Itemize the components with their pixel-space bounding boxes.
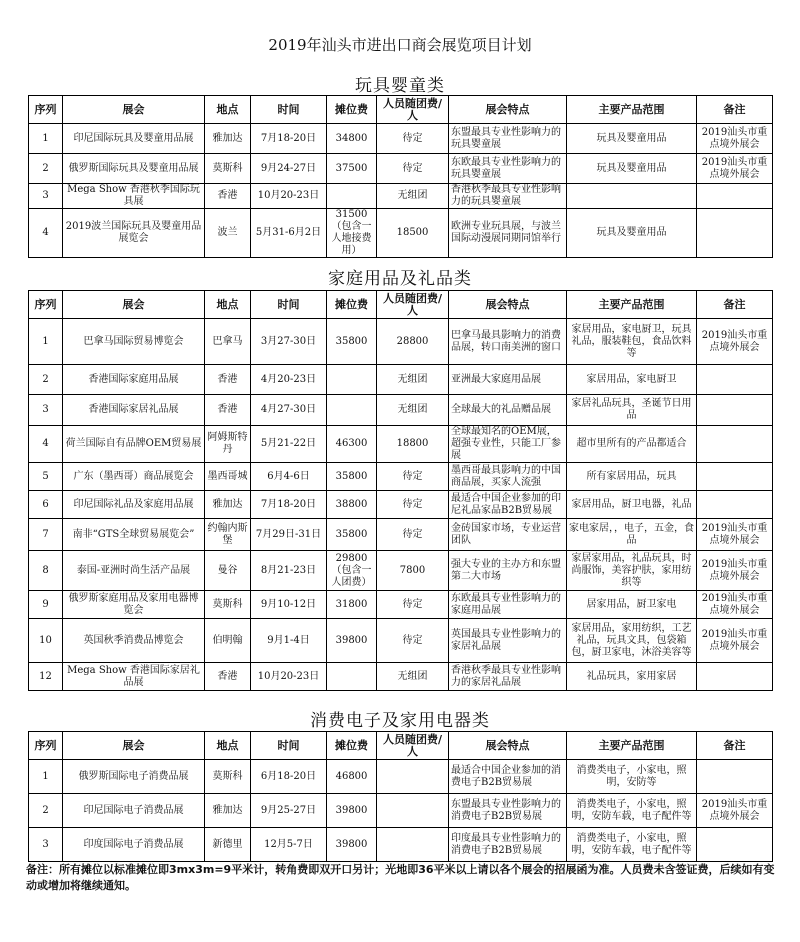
section-title-toys: 玩具婴童类 [355,76,445,96]
cell-fair-features: 印度最具专业性影响力的消费电子B2B贸易展 [449,828,567,862]
cell-location: 莫斯科 [205,760,251,794]
header-row [29,732,773,760]
cell-remark: 2019汕头市重点境外展会 [697,591,773,619]
cell-fair-name: 印尼国际电子消费品展 [63,794,205,828]
cell-dates: 6月18-20日 [251,760,327,794]
table-row [29,209,773,258]
cell-product-range: 居家用品，厨卫家电 [567,591,697,619]
cell-member-fee [377,794,449,828]
cell-seq: 9 [29,591,63,619]
cell-member-fee [377,760,449,794]
cell-location: 香港 [205,663,251,691]
cell-booth-fee [327,184,377,209]
cell-fair-name: 2019波兰国际玩具及婴童用品展览会 [63,209,205,258]
cell-fair-features: 东盟最具专业性影响力的玩具婴童展 [449,124,567,154]
table-row [29,828,773,862]
footnote: 备注：所有摊位以标准摊位即3mx3m=9平米计，转角费即双开口另计；光地即36平米以上请以各个展会的招展函为准。人员费未含签证费，后续如有变动或增加将继续通知。 [26,863,775,892]
cell-dates: 10月20-23日 [251,663,327,691]
cell-dates: 7月29日-31日 [251,519,327,551]
cell-member-fee: 无组团 [377,184,449,209]
table-row [29,591,773,619]
cell-product-range: 家电家居，，电子，五金，食品 [567,519,697,551]
cell-booth-fee: 35800 [327,319,377,365]
cell-fair-name: 香港国际家居礼品展 [63,395,205,426]
cell-fair-features: 香港秋季最具专业性影响力的玩具婴童展 [449,184,567,209]
cell-dates: 3月27-30日 [251,319,327,365]
cell-dates: 6月4-6日 [251,463,327,491]
cell-dates: 9月25-27日 [251,794,327,828]
cell-dates: 8月21-23日 [251,551,327,591]
cell-fair-features: 金砖国家市场，专业运营团队 [449,519,567,551]
cell-fair-features: 最适合中国企业参加的消费电子B2B贸易展 [449,760,567,794]
cell-seq: 5 [29,463,63,491]
cell-remark: 2019汕头市重点境外展会 [697,519,773,551]
cell-dates: 10月20-23日 [251,184,327,209]
cell-seq: 4 [29,426,63,463]
cell-location: 伯明翰 [205,619,251,663]
column-header-fair-features: 展会特点 [449,291,567,319]
cell-fair-features: 全球最知名的OEM展，超强专业性，只能工厂参展 [449,426,567,463]
cell-fair-features: 英国最具专业性影响力的家居礼品展 [449,619,567,663]
column-header-seq: 序列 [29,291,63,319]
cell-member-fee: 18500 [377,209,449,258]
cell-fair-name: 广东（墨西哥）商品展览会 [63,463,205,491]
cell-dates: 9月24-27日 [251,154,327,184]
column-header-dates: 时间 [251,96,327,124]
cell-location: 莫斯科 [205,591,251,619]
cell-member-fee: 待定 [377,491,449,519]
cell-dates: 12月5-7日 [251,828,327,862]
cell-product-range: 玩具及婴童用品 [567,124,697,154]
column-header-location: 地点 [205,291,251,319]
table-household [28,290,773,691]
column-header-fair-name: 展会 [63,291,205,319]
cell-fair-name: 俄罗斯家庭用品及家用电器博览会 [63,591,205,619]
cell-member-fee: 待定 [377,124,449,154]
cell-dates: 7月18-20日 [251,491,327,519]
cell-seq: 10 [29,619,63,663]
column-header-booth-fee: 摊位费 [327,291,377,319]
cell-location: 香港 [205,395,251,426]
cell-product-range: 家居用品，家电厨卫 [567,365,697,395]
cell-product-range: 玩具及婴童用品 [567,209,697,258]
cell-location: 雅加达 [205,491,251,519]
header-row [29,291,773,319]
cell-location: 阿姆斯特丹 [205,426,251,463]
column-header-fair-features: 展会特点 [449,732,567,760]
cell-seq: 8 [29,551,63,591]
cell-member-fee: 无组团 [377,663,449,691]
cell-fair-name: 俄罗斯国际电子消费品展 [63,760,205,794]
cell-location: 莫斯科 [205,154,251,184]
cell-booth-fee: 46300 [327,426,377,463]
column-header-booth-fee: 摊位费 [327,732,377,760]
cell-seq: 3 [29,184,63,209]
cell-product-range: 消费类电子，小家电，照明，安防车载，电子配件等 [567,828,697,862]
cell-fair-name: 印度国际电子消费品展 [63,828,205,862]
column-header-remark: 备注 [697,732,773,760]
cell-product-range: 玩具及婴童用品 [567,154,697,184]
cell-member-fee [377,828,449,862]
cell-remark: 2019汕头市重点境外展会 [697,794,773,828]
cell-dates: 9月1-4日 [251,619,327,663]
cell-seq: 3 [29,828,63,862]
section-title-electronics: 消费电子及家用电器类 [310,711,490,731]
table-row [29,426,773,463]
cell-dates: 4月20-23日 [251,365,327,395]
cell-seq: 2 [29,365,63,395]
table-electronics [28,731,773,862]
cell-product-range: 家居家用品，礼品玩具，时尚服饰，美容护肤，家用纺织等 [567,551,697,591]
table-row [29,319,773,365]
cell-remark [697,663,773,691]
cell-product-range: 家居用品，家用纺织，工艺礼品，玩具文具，包袋箱包，厨卫家电，沐浴美容等 [567,619,697,663]
column-header-seq: 序列 [29,96,63,124]
cell-booth-fee: 38800 [327,491,377,519]
cell-location: 巴拿马 [205,319,251,365]
cell-remark [697,184,773,209]
cell-seq: 6 [29,491,63,519]
cell-product-range: 家居用品，厨卫电器，礼品 [567,491,697,519]
cell-fair-name: 印尼国际礼品及家庭用品展 [63,491,205,519]
table-row [29,794,773,828]
cell-remark [697,491,773,519]
cell-member-fee: 待定 [377,591,449,619]
cell-seq: 12 [29,663,63,691]
cell-location: 雅加达 [205,794,251,828]
cell-seq: 1 [29,760,63,794]
cell-seq: 7 [29,519,63,551]
cell-member-fee: 无组团 [377,395,449,426]
column-header-member-fee: 人员随团费/人 [377,96,449,124]
column-header-product-range: 主要产品范围 [567,732,697,760]
cell-booth-fee [327,663,377,691]
cell-dates: 7月18-20日 [251,124,327,154]
cell-fair-features: 全球最大的礼品赠品展 [449,395,567,426]
column-header-booth-fee: 摊位费 [327,96,377,124]
cell-remark: 2019汕头市重点境外展会 [697,619,773,663]
cell-member-fee: 18800 [377,426,449,463]
cell-booth-fee: 31800 [327,591,377,619]
cell-remark: 2019汕头市重点境外展会 [697,124,773,154]
table-row [29,365,773,395]
cell-location: 香港 [205,365,251,395]
table-row [29,551,773,591]
column-header-fair-name: 展会 [63,96,205,124]
cell-seq: 2 [29,794,63,828]
cell-fair-name: 荷兰国际自有品牌OEM贸易展 [63,426,205,463]
cell-location: 曼谷 [205,551,251,591]
column-header-fair-features: 展会特点 [449,96,567,124]
cell-product-range: 家居用品，家电厨卫，玩具礼品，服装鞋包，食品饮料等 [567,319,697,365]
cell-booth-fee: 34800 [327,124,377,154]
column-header-dates: 时间 [251,291,327,319]
cell-remark [697,463,773,491]
cell-remark [697,828,773,862]
cell-product-range: 消费类电子，小家电，照明，安防等 [567,760,697,794]
table-toys [28,95,773,258]
column-header-location: 地点 [205,96,251,124]
cell-fair-features: 强大专业的主办方和东盟第二大市场 [449,551,567,591]
cell-remark [697,365,773,395]
cell-fair-name: 泰国-亚洲时尚生活产品展 [63,551,205,591]
cell-product-range: 所有家居用品，玩具 [567,463,697,491]
cell-fair-name: 巴拿马国际贸易博览会 [63,319,205,365]
column-header-location: 地点 [205,732,251,760]
cell-fair-features: 墨西哥最具影响力的中国商品展，买家人流强 [449,463,567,491]
cell-seq: 1 [29,124,63,154]
table-row [29,519,773,551]
cell-fair-features: 最适合中国企业参加的印尼礼品家品B2B贸易展 [449,491,567,519]
cell-remark [697,760,773,794]
cell-dates: 4月27-30日 [251,395,327,426]
cell-product-range [567,184,697,209]
cell-booth-fee: 35800 [327,519,377,551]
cell-fair-features: 东欧最具专业性影响力的玩具婴童展 [449,154,567,184]
cell-fair-name: 俄罗斯国际玩具及婴童用品展 [63,154,205,184]
cell-remark [697,209,773,258]
cell-member-fee: 7800 [377,551,449,591]
cell-location: 约翰内斯堡 [205,519,251,551]
cell-member-fee: 无组团 [377,365,449,395]
cell-fair-name: Mega Show 香港国际家居礼品展 [63,663,205,691]
cell-booth-fee [327,395,377,426]
cell-dates: 5月21-22日 [251,426,327,463]
cell-fair-features: 东欧最具专业性影响力的家庭用品展 [449,591,567,619]
cell-product-range: 超市里所有的产品都适合 [567,426,697,463]
cell-fair-features: 东盟最具专业性影响力的消费电子B2B贸易展 [449,794,567,828]
table-row [29,395,773,426]
column-header-fair-name: 展会 [63,732,205,760]
cell-fair-features: 巴拿马最具影响力的消费品展，转口南美洲的窗口 [449,319,567,365]
cell-remark: 2019汕头市重点境外展会 [697,154,773,184]
section-title-household: 家庭用品及礼品类 [328,269,472,289]
cell-product-range: 礼品玩具，家用家居 [567,663,697,691]
cell-member-fee: 待定 [377,154,449,184]
cell-booth-fee: 35800 [327,463,377,491]
cell-fair-features: 欧洲专业玩具展，与波兰国际动漫展同期同馆举行 [449,209,567,258]
cell-booth-fee: 39800 [327,794,377,828]
column-header-member-fee: 人员随团费/人 [377,732,449,760]
cell-seq: 3 [29,395,63,426]
column-header-remark: 备注 [697,291,773,319]
cell-fair-name: 英国秋季消费品博览会 [63,619,205,663]
table-row [29,154,773,184]
cell-dates: 9月10-12日 [251,591,327,619]
cell-location: 雅加达 [205,124,251,154]
cell-booth-fee [327,365,377,395]
cell-fair-name: 印尼国际玩具及婴童用品展 [63,124,205,154]
cell-fair-name: 香港国际家庭用品展 [63,365,205,395]
cell-booth-fee: 46800 [327,760,377,794]
cell-member-fee: 待定 [377,463,449,491]
cell-fair-name: 南非“GTS全球贸易展览会” [63,519,205,551]
cell-seq: 1 [29,319,63,365]
cell-product-range: 家居礼品玩具，圣诞节日用品 [567,395,697,426]
table-row [29,463,773,491]
table-row [29,663,773,691]
table-row [29,124,773,154]
column-header-remark: 备注 [697,96,773,124]
column-header-dates: 时间 [251,732,327,760]
cell-booth-fee: 29800（包含一人团费） [327,551,377,591]
cell-fair-features: 香港秋季最具专业性影响力的家居礼品展 [449,663,567,691]
cell-remark: 2019汕头市重点境外展会 [697,319,773,365]
cell-booth-fee: 39800 [327,619,377,663]
column-header-product-range: 主要产品范围 [567,96,697,124]
cell-member-fee: 待定 [377,619,449,663]
cell-seq: 2 [29,154,63,184]
cell-remark: 2019汕头市重点境外展会 [697,551,773,591]
header-row [29,96,773,124]
column-header-member-fee: 人员随团费/人 [377,291,449,319]
cell-seq: 4 [29,209,63,258]
cell-location: 墨西哥城 [205,463,251,491]
cell-fair-name: Mega Show 香港秋季国际玩具展 [63,184,205,209]
cell-booth-fee: 31500（包含一人地接费用） [327,209,377,258]
document-title: 2019年汕头市进出口商会展览项目计划 [268,36,532,54]
cell-member-fee: 待定 [377,519,449,551]
cell-member-fee: 28800 [377,319,449,365]
cell-fair-features: 亚洲最大家庭用品展 [449,365,567,395]
column-header-product-range: 主要产品范围 [567,291,697,319]
table-row [29,184,773,209]
cell-remark [697,426,773,463]
cell-booth-fee: 39800 [327,828,377,862]
cell-location: 新德里 [205,828,251,862]
column-header-seq: 序列 [29,732,63,760]
cell-remark [697,395,773,426]
table-row [29,760,773,794]
table-row [29,491,773,519]
cell-booth-fee: 37500 [327,154,377,184]
cell-location: 波兰 [205,209,251,258]
cell-dates: 5月31-6月2日 [251,209,327,258]
cell-location: 香港 [205,184,251,209]
table-row [29,619,773,663]
cell-product-range: 消费类电子，小家电，照明，安防车载，电子配件等 [567,794,697,828]
